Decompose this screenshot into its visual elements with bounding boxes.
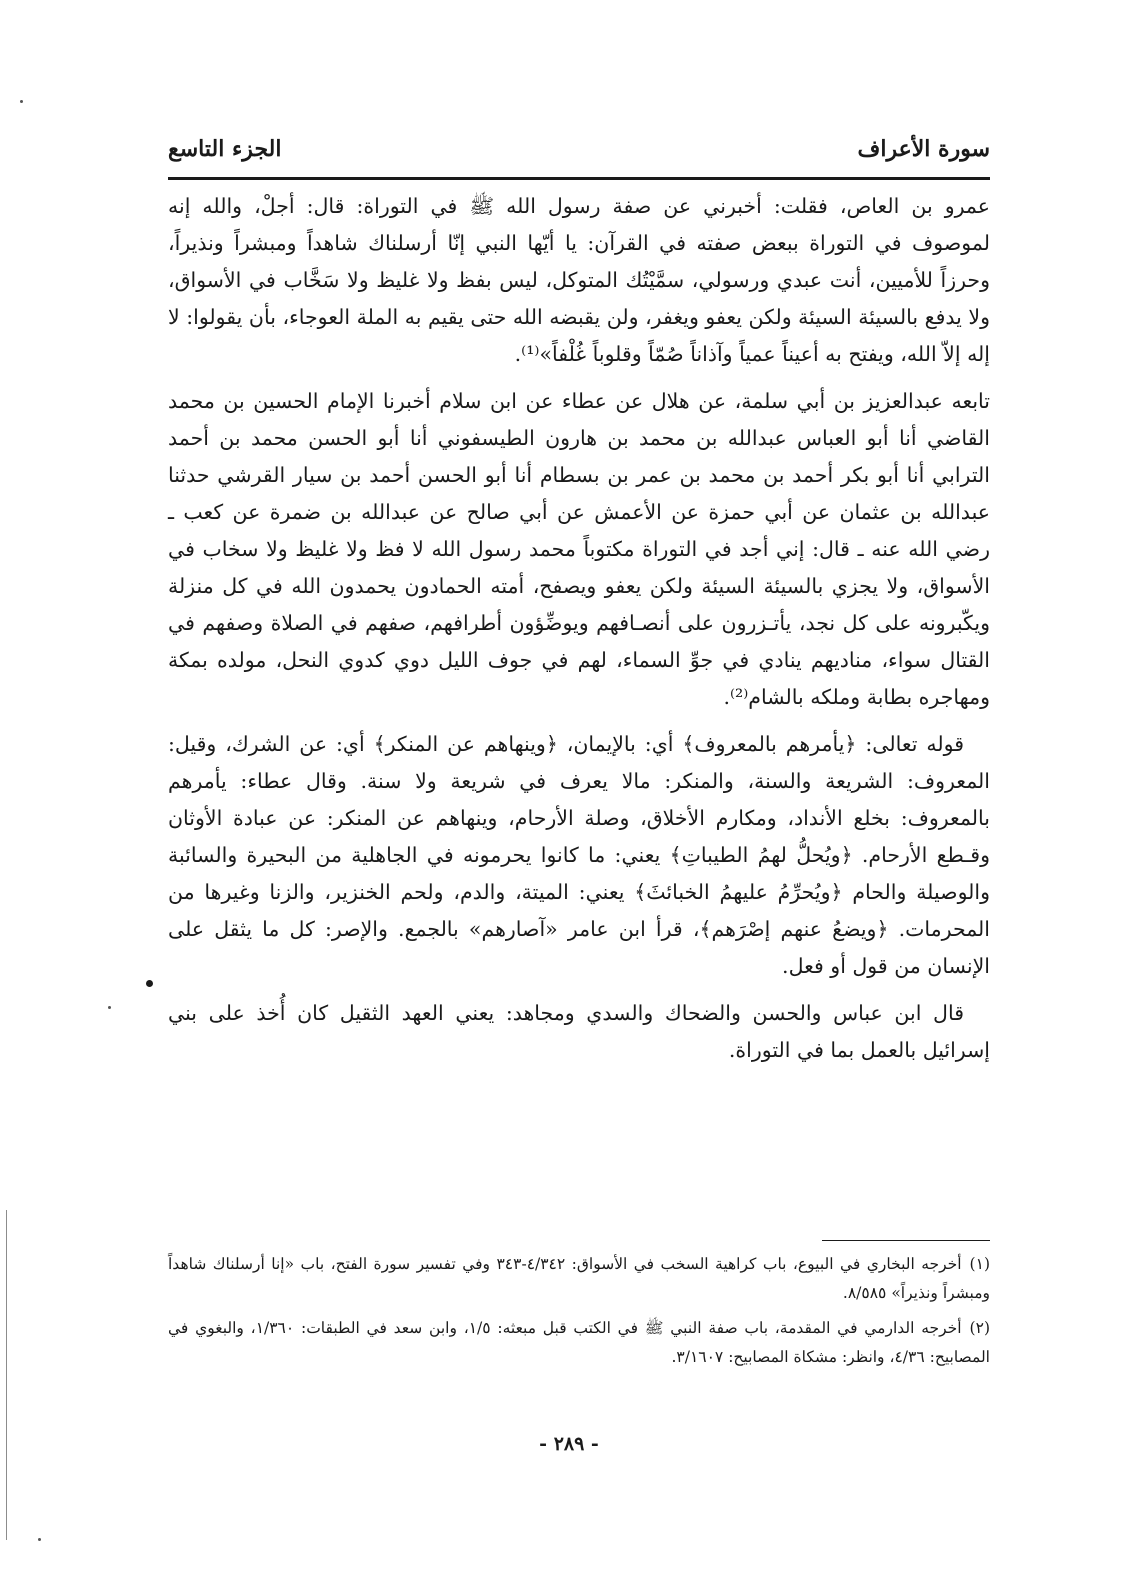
paragraph-ibn-abbas: قال ابن عباس والحسن والضحاك والسدي ومجاهد: يعني العهد الثقيل كان أُخذ على بني إسرائيل بالعمل بما في التوراة. [168, 1001, 990, 1062]
footnote-1 [168, 1250, 990, 1308]
scan-speck [108, 1006, 111, 1009]
footnote-number: (١) [969, 1255, 990, 1273]
paragraph-hadith-continuation: عمرو بن العاص، فقلت: أخبرني عن صفة رسول الله ﷺ في التوراة: قال: أجلْ، والله إنه لموصوف في التوراة ببعض صفته في القرآن: يا أيّها النبي إنّا أرسلناك شاهداً ومبشراً ونذيراً، وحرزاً للأميين، أنت عبدي ورسولي، سمَّيْتُك المتوكل، ليس بفظ ولا غليظ ولا سَخَّاب في الأسواق، ولا يدفع بالسيئة السيئة ولكن يعفو ويغفر، ولن يقبضه الله حتى يقيم به الملة العوجاء، بأن يقولوا: لا إله إلاّ الله، ويفتح به أعيناً عمياً وآذاناً صُمّاً وقلوباً غُلْفاً»⁽¹⁾. [168, 194, 990, 366]
footnote-rule [822, 1240, 990, 1241]
scan-speck [20, 100, 23, 103]
header-rule [168, 177, 990, 180]
main-text [168, 188, 990, 1079]
scan-edge-line [6, 1210, 7, 1540]
paragraph-chain-of-narration: تابعه عبدالعزيز بن أبي سلمة، عن هلال عن عطاء عن ابن سلام أخبرنا الإمام الحسين بن محمد القاضي أنا أبو العباس عبدالله بن محمد بن هارون الطيسفوني أنا أبو الحسن محمد بن أحمد الترابي أنا أبو بكر أحمد بن محمد بن عمر بن بسطام أنا أبو الحسن أحمد بن سيار القرشي حدثنا عبدالله بن عثمان عن أبي حمزة عن الأعمش عن أبي صالح عن عبدالله بن ضمرة عن كعب ـ رضي الله عنه ـ قال: إني أجد في التوراة مكتوباً محمد رسول الله لا فظ ولا غليظ ولا سخاب في الأسواق، ولا يجزي بالسيئة السيئة ولكن يعفو ويصفح، أمته الحمادون يحمدون الله في كل منزلة ويكّبرونه على كل نجد، يأتـزرون على أنصـافهم ويوضِّؤون أطرافهم، صفهم في الصلاة وصفهم في القتال سواء، مناديهم ينادي في جوِّ السماء، لهم في جوف الليل دوي كدوي النحل، مولده بمكة ومهاجره بطابة وملكه بالشام⁽²⁾. [168, 389, 990, 709]
margin-mark [146, 980, 153, 987]
surah-title: سورة الأعراف [857, 136, 990, 162]
paragraph-verse-commentary: قوله تعالى: ﴿يأمرهم بالمعروف﴾ أي: بالإيمان، ﴿وينهاهم عن المنكر﴾ أي: عن الشرك، وقيل: المعروف: الشريعة والسنة، والمنكر: مالا يعرف في شريعة ولا سنة. وقال عطاء: يأمرهم بالمعروف: بخلع الأنداد، ومكارم الأخلاق، وصلة الأرحام، وينهاهم عن المنكر: عن عبادة الأوثان وقـطع الأرحام. ﴿ويُحلُّ لهمُ الطيباتِ﴾ يعني: ما كانوا يحرمونه في الجاهلية من البحيرة والسائبة والوصيلة والحام ﴿ويُحرِّمُ عليهمُ الخبائثَ﴾ يعني: الميتة، والدم، ولحم الخنزير، والزنا وغيرها من المحرمات. ﴿ويضعُ عنهم إصْرَهم﴾، قرأ ابن عامر «آصارهم» بالجمع. والإصر: كل ما يثقل على الإنسان من قول أو فعل. [168, 732, 990, 978]
footnote-text: أخرجه البخاري في البيوع، باب كراهية السخب في الأسواق: ٤/٣٤٢-٣٤٣ وفي تفسير سورة الفتح، باب «إنا أرسلناك شاهداً ومبشراً ونذيراً» ٨/٥٨٥. [168, 1255, 990, 1302]
footnote-text: أخرجه الدارمي في المقدمة، باب صفة النبي ﷺ في الكتب قبل مبعثه: ١/٥، وابن سعد في الطبقات: ١/٣٦٠، والبغوي في المصابيح: ٤/٣٦، وانظر: مشكاة المصابيح: ٣/١٦٠٧. [168, 1319, 990, 1366]
part-title: الجزء التاسع [168, 136, 282, 162]
footnote-number: (٢) [969, 1319, 990, 1337]
page-number: - ٢٨٩ - [539, 1433, 599, 1455]
scan-speck [38, 1538, 41, 1541]
running-header [168, 136, 990, 176]
footnotes [168, 1250, 990, 1378]
footnote-2 [168, 1314, 990, 1372]
